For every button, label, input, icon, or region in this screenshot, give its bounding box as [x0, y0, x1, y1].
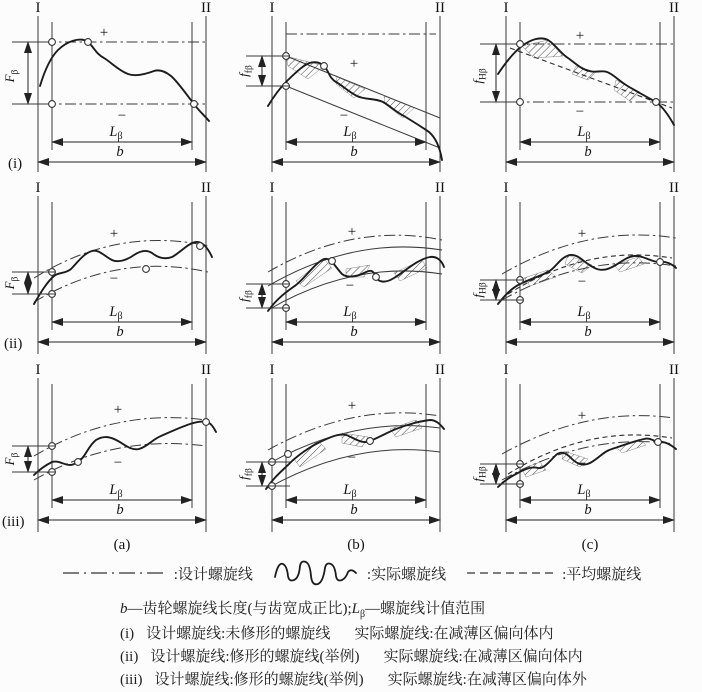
plus-sign: +: [575, 28, 585, 44]
column-label-a: (a): [113, 537, 131, 553]
L-beta-label: $L_\beta$: [343, 124, 357, 142]
deviation-label: $f_{f\beta}$: [236, 65, 255, 77]
deviation-label: $f_{H\beta}$: [470, 68, 489, 84]
section-label-I: I: [269, 362, 275, 378]
column-label-c: (c): [581, 537, 599, 553]
minus-sign: −: [109, 271, 119, 287]
section-label-II: II: [669, 180, 679, 196]
diagram-iii-b: [234, 362, 468, 554]
L-beta-label: $L_\beta$: [577, 482, 591, 500]
legend-mean-label: :平均螺旋线: [562, 566, 642, 583]
b-label: b: [584, 502, 592, 518]
deviation-label: $f_{f\beta}$: [236, 468, 255, 480]
section-label-I: I: [35, 362, 41, 378]
row-label-i: (i): [8, 156, 23, 172]
diagram-ii-a: [0, 180, 234, 362]
caption-note-iii: (iii) 设计螺旋线:修形的螺旋线(举例) 实际螺旋线:在减薄区偏向体外: [120, 672, 587, 688]
caption-note-ii: (ii) 设计螺旋线:修形的螺旋线(举例) 实际螺旋线:在减薄区偏向体内: [120, 648, 583, 665]
diagram-i-c: [468, 0, 702, 180]
L-beta-label: $L_\beta$: [577, 124, 591, 142]
deviation-label: $F_\beta$: [2, 69, 21, 83]
diagram-ii-c: [468, 180, 702, 362]
diagram-i-b: [234, 0, 468, 180]
diagram-i-a: [0, 0, 234, 180]
L-beta-label: $L_\beta$: [109, 482, 123, 500]
minus-sign: −: [577, 274, 587, 290]
legend-design-label: :设计螺旋线: [173, 566, 253, 583]
L-beta-label: $L_\beta$: [343, 304, 357, 322]
b-label: b: [350, 502, 358, 518]
L-beta-label: $L_\beta$: [577, 304, 591, 322]
column-label-b: (b): [347, 537, 365, 553]
section-label-II: II: [201, 362, 211, 378]
caption-line-1: b—齿轮螺旋线长度(与齿宽成正比)$;L_\beta—$螺旋线计值范围: [120, 601, 486, 620]
design-helix-line: [24, 42, 206, 104]
row-label-ii: (ii): [4, 336, 23, 352]
caption-note-i: (i) 设计螺旋线:未修形的螺旋线 实际螺旋线:在减薄区偏向体内: [120, 625, 554, 642]
plus-sign: +: [347, 398, 357, 414]
b-label: b: [116, 144, 124, 160]
deviation-dimension: [12, 446, 56, 472]
mean-helix-line: [508, 255, 672, 294]
deviation-label: $f_{H\beta}$: [470, 466, 489, 482]
section-label-II: II: [669, 0, 679, 16]
plus-sign: +: [113, 402, 123, 418]
section-label-I: I: [269, 180, 275, 196]
section-label-II: II: [201, 180, 211, 196]
section-label-II: II: [669, 362, 679, 378]
minus-sign: −: [575, 104, 585, 120]
actual-helix-line: [34, 242, 212, 304]
actual-helix-line: [498, 439, 676, 487]
legend-actual-label: :实际螺旋线: [366, 566, 447, 583]
diagram-iii-a: [0, 362, 234, 554]
diagram-iii-c: [468, 362, 702, 554]
minus-sign: −: [113, 455, 123, 471]
b-label: b: [584, 324, 592, 340]
section-label-I: I: [503, 362, 509, 378]
mean-line-sample: [465, 567, 557, 579]
section-label-I: I: [35, 0, 41, 16]
legend: [0, 554, 702, 592]
plus-sign: +: [577, 408, 587, 424]
deviation-label: $F_\beta$: [2, 276, 21, 290]
plus-sign: +: [577, 226, 587, 242]
plus-sign: +: [99, 25, 109, 41]
section-label-I: I: [503, 180, 509, 196]
measurement-points: [49, 39, 198, 108]
b-label: b: [584, 144, 592, 160]
minus-sign: −: [339, 108, 349, 124]
b-label: b: [350, 144, 358, 160]
section-label-II: II: [435, 362, 445, 378]
b-label: b: [350, 324, 358, 340]
b-label: b: [116, 502, 124, 518]
mean-helix-band: [268, 247, 442, 310]
deviation-dimension: [12, 272, 56, 294]
diagram-ii-b: [234, 180, 468, 362]
section-label-II: II: [435, 0, 445, 16]
row-label-iii: (iii): [2, 514, 25, 530]
section-label-I: I: [269, 0, 275, 16]
L-beta-label: $L_\beta$: [109, 124, 123, 142]
plus-sign: +: [347, 224, 357, 240]
deviation-label: $f_{f\beta}$: [236, 290, 255, 302]
minus-sign: −: [347, 450, 357, 466]
deviation-label: $F_\beta$: [2, 452, 21, 466]
section-label-II: II: [435, 180, 445, 196]
section-label-II: II: [201, 0, 211, 16]
caption: [120, 598, 702, 692]
L-beta-label: $L_\beta$: [109, 304, 123, 322]
minus-sign: −: [345, 278, 355, 294]
plus-sign: +: [109, 226, 119, 242]
b-label: b: [116, 324, 124, 340]
actual-helix-line: [34, 422, 216, 475]
minus-sign: −: [577, 456, 587, 472]
minus-sign: −: [117, 108, 127, 124]
section-label-I: I: [503, 0, 509, 16]
deviation-label: $f_{H\beta}$: [470, 282, 489, 298]
deviation-hatch: [522, 40, 640, 101]
section-label-I: I: [35, 180, 41, 196]
actual-helix-line: [498, 38, 674, 125]
L-beta-label: $L_\beta$: [343, 482, 357, 500]
actual-line-sample: [272, 556, 362, 590]
plus-sign: +: [349, 56, 359, 72]
design-line-sample: [61, 567, 169, 579]
